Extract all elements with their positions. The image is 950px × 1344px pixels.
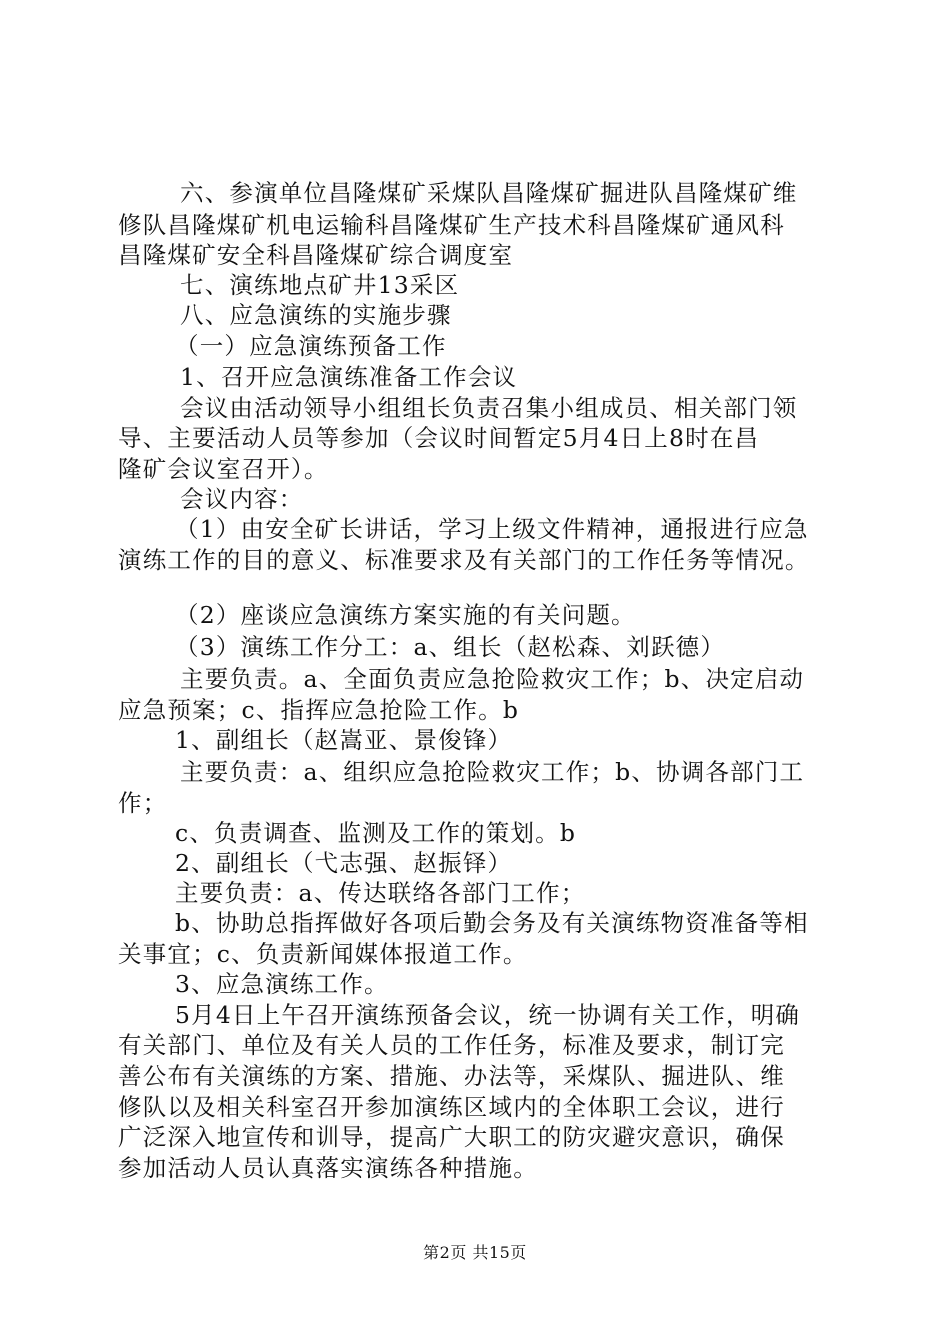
text-line: 导、主要活动人员等参加（会议时间暂定5月4日上8时在昌 [118,424,760,452]
text-line: 七、演练地点矿井13采区 [180,271,460,299]
text-line: 隆矿会议室召开）。 [118,455,329,483]
text-line: 修队以及相关科室召开参加演练区域内的全体职工会议，进行 [118,1093,785,1121]
text-line: 会议由活动领导小组组长负责召集小组成员、相关部门领 [180,394,798,422]
text-line: （2）座谈应急演练方案实施的有关问题。 [175,601,636,629]
text-line: 有关部门、单位及有关人员的工作任务，标准及要求，制订完 [118,1031,785,1059]
text-line: 2、副组长（弋志强、赵振铎） [175,849,513,877]
text-line: 5月4日上午召开演练预备会议，统一协调有关工作，明确 [175,1001,801,1029]
text-line: 1、召开应急演练准备工作会议 [180,363,518,391]
text-line: 主要负责。a、全面负责应急抢险救灾工作；b、决定启动 [180,665,805,693]
text-line: c、负责调查、监测及工作的策划。b [175,819,577,847]
text-line: 六、参演单位昌隆煤矿采煤队昌隆煤矿掘进队昌隆煤矿维 [180,179,798,207]
text-line: b、协助总指挥做好各项后勤会务及有关演练物资准备等相 [175,909,809,937]
text-line: 作； [118,789,168,817]
text-line: （3）演练工作分工：a、组长（赵松森、刘跃德） [175,633,726,661]
page-number-footer: 第2页 共15页 [423,1243,527,1262]
text-line: 参加活动人员认真落实演练各种措施。 [118,1154,538,1182]
text-line: 关事宜；c、负责新闻媒体报道工作。 [118,940,528,968]
text-line: 主要负责：a、组织应急抢险救灾工作；b、协调各部门工 [180,758,805,786]
text-line: 修队昌隆煤矿机电运输科昌隆煤矿生产技术科昌隆煤矿通风科 [118,211,785,239]
text-line: 1、副组长（赵嵩亚、景俊锋） [175,726,513,754]
text-line: （1）由安全矿长讲话，学习上级文件精神，通报进行应急 [175,515,809,543]
text-line: 昌隆煤矿安全科昌隆煤矿综合调度室 [118,241,514,269]
text-line: 主要负责：a、传达联络各部门工作； [175,879,586,907]
text-line: 3、应急演练工作。 [175,970,389,998]
text-line: 演练工作的目的意义、标准要求及有关部门的工作任务等情况。 [118,546,810,574]
text-line: 广泛深入地宣传和训导，提高广大职工的防灾避灾意识，确保 [118,1123,785,1151]
text-line: 应急预案；c、指挥应急抢险工作。b [118,696,520,724]
text-line: 会议内容： [180,485,304,513]
text-line: 八、应急演练的实施步骤 [180,301,452,329]
text-line: （一）应急演练预备工作 [175,332,447,360]
text-line: 善公布有关演练的方案、措施、办法等，采煤队、掘进队、维 [118,1062,785,1090]
